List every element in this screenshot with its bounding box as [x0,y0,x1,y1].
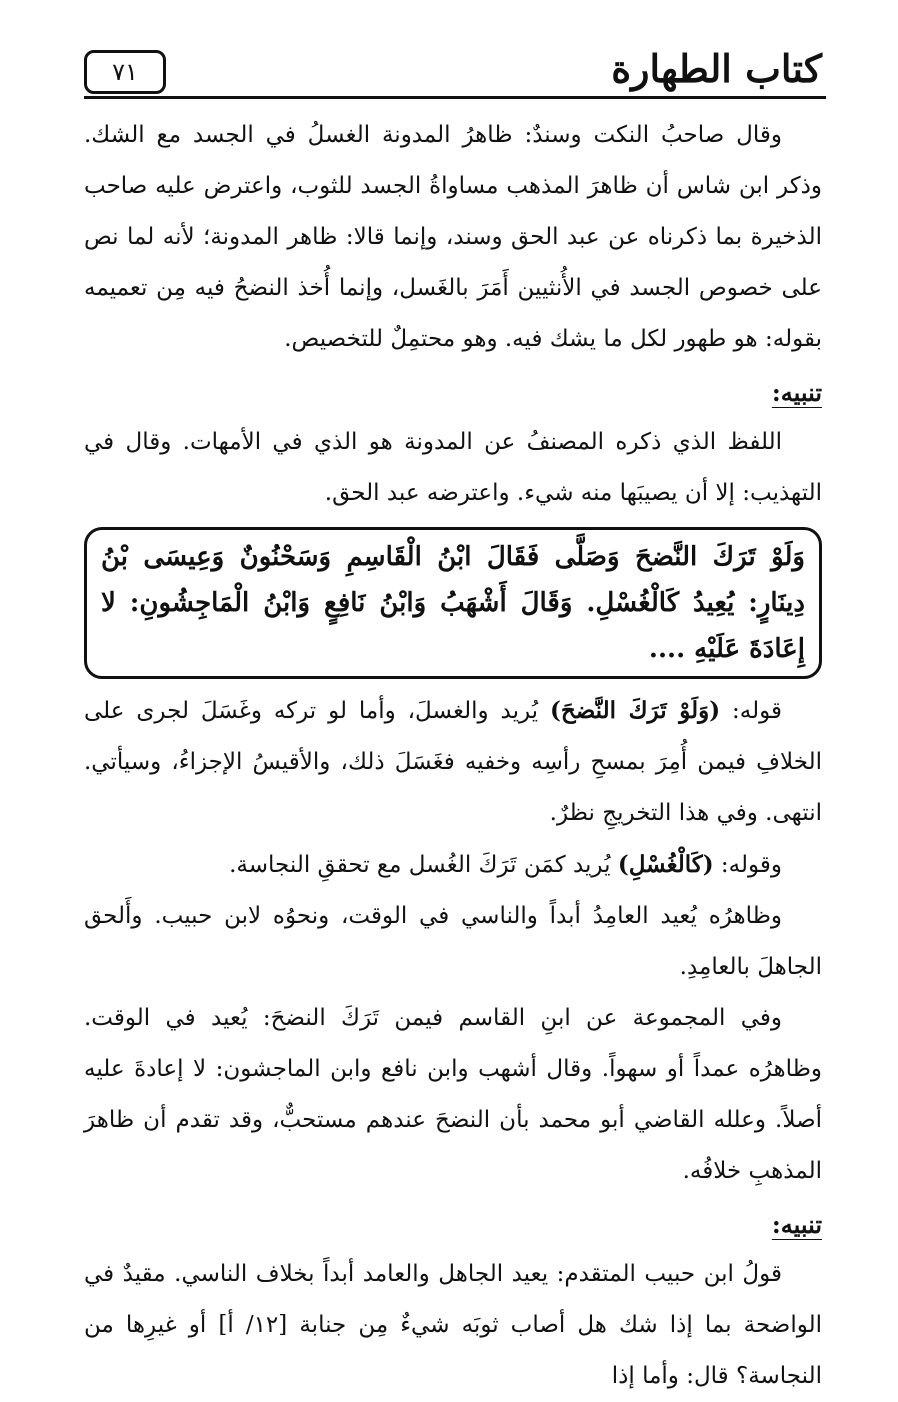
header-rule [84,96,826,99]
paragraph-1: وقال صاحبُ النكت وسندٌ: ظاهرُ المدونة الغسلُ في الجسد مع الشك. وذكر ابن شاس أن ظاهرَ المذهب مساواةُ الجسد للثوب، واعترض عليه صاحب الذخيرة بما ذكرناه عن عبد الحق وسند، وإنما قالا: ظاهر المدونة؛ لأنه لما نص على خصوص الجسد في الأُنثيين أَمَرَ بالغَسل، وإنما أُخذ النضحُ فيه مِن تعميمه بقوله: هو طهور لكل ما يشك فيه. وهو محتمِلٌ للتخصيص. [84,122,822,352]
page-header [84,44,822,100]
heading-tanbih-2: تنبيه: [771,1210,822,1239]
book-title: كتاب الطهارة [611,46,822,91]
paragraph-4-text: يُريد كمَن تَرَكَ الغُسل مع تحققِ النجاسة. [229,852,618,878]
paragraph-3-term: (وَلَوْ تَرَكَ النَّضحَ) [549,697,721,724]
paragraph-3-prefix: قوله: [720,698,782,724]
page-number: ٧١ [112,58,138,86]
paragraph-3-text: يُريد والغسلَ، وأما لو تركه وغَسَلَ لجرى على الخلافِ فيمن أُمِرَ بمسحِ رأسِه وخفيه فغَسَلَ ذلك، والأقيسُ الإجزاءُ، وسيأتي. انتهى. وفي هذا التخريجِ نظرٌ. [84,698,822,826]
paragraph-4 [84,839,822,891]
paragraph-6: وفي المجموعة عن ابنِ القاسم فيمن تَرَكَ النضحَ: يُعيد في الوقت. وظاهرُه عمداً أو سهواً. وقال أشهب وابن نافع وابن الماجشون: لا إعادةَ عليه أصلاً. وعلله القاضي أبو محمد بأن النضحَ عندهم مستحبٌّ، وقد تقدم أن ظاهرَ المذهبِ خلافُه. [84,1005,822,1184]
paragraph-3 [84,685,822,839]
paragraph-4-prefix: وقوله: [713,852,782,878]
paragraph-2: اللفظ الذي ذكره المصنفُ عن المدونة هو الذي في الأمهات. وقال في التهذيب: إلا أن يصيبَها منه شيء. واعترضه عبد الحق. [84,429,822,506]
page-number-box [84,50,166,94]
paragraph-4-term: (كَالْغُسْلِ) [617,851,714,878]
page-body [84,110,822,1402]
heading-tanbih-1: تنبيه: [771,378,822,407]
matn-quote-box: وَلَوْ تَرَكَ النَّضحَ وَصَلَّى فَقَالَ ابْنُ الْقَاسِمِ وَسَحْنُونٌ وَعِيسَى بْنُ دِينَارٍ: يُعِيدُ كَالْغُسْلِ. وَقَالَ أَشْهَبُ وَابْنُ نَافِعٍ وَابْنُ الْمَاجِشُونِ: لا إِعَادَةَ عَلَيْهِ .... [84,527,822,679]
paragraph-5: وظاهرُه يُعيد العامِدُ أبداً والناسي في الوقت، ونحوُه لابن حبيب. وأَلحق الجاهلَ بالعامِدِ. [84,903,822,980]
paragraph-7: قولُ ابن حبيب المتقدم: يعيد الجاهل والعامد أبداً بخلاف الناسي. مقيدٌ في الواضحة بما إذا شك هل أصاب ثوبَه شيءٌ مِن جنابة [١٢/ أ] أو غيرِها من النجاسة؟ قال: وأما إذا [84,1261,822,1389]
